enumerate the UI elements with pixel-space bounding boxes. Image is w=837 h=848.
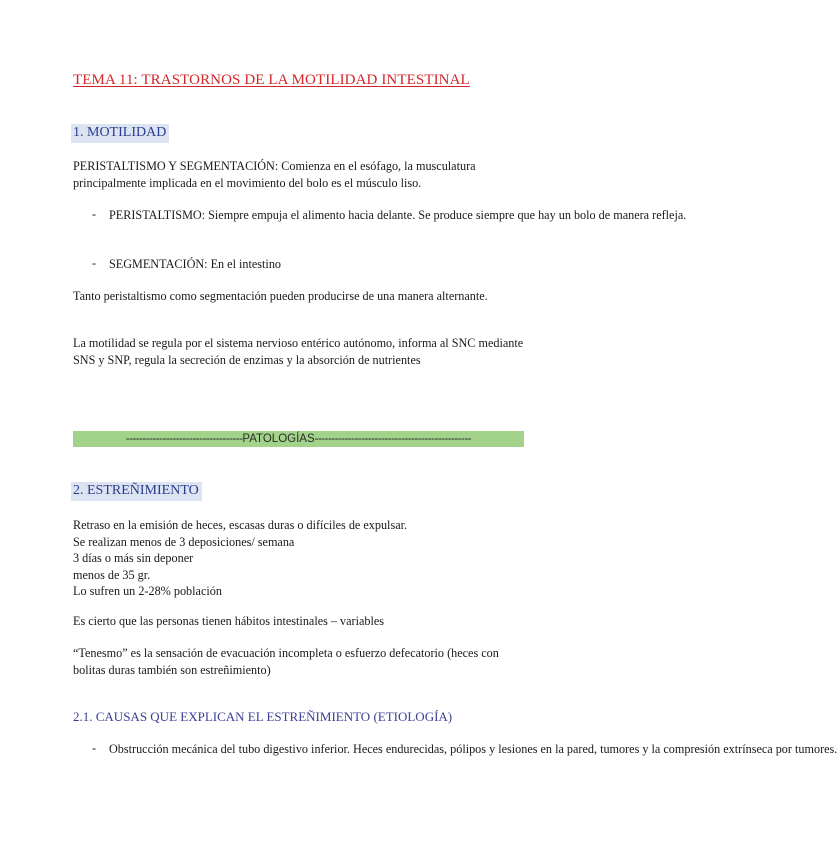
- bullet-dash: -: [92, 256, 97, 270]
- section-heading-estrenimiento: 2. ESTREÑIMIENTO: [71, 482, 202, 501]
- paragraph-tenesmo: “Tenesmo” es la sensación de evacuación incompleta o esfuerzo defecatorio (heces con bolitas duras también son estreñimiento): [73, 646, 499, 677]
- bullet-text-obstruccion: Obstrucción mecánica del tubo digestivo inferior. Heces endurecidas, pólipos y lesiones en la pared, tumores y la compresión extrínseca por tumores.: [109, 742, 837, 756]
- paragraph-habitos: Es cierto que las personas tienen hábitos intestinales – variables: [73, 614, 385, 628]
- definition-line: 3 días o más sin deponer: [73, 551, 194, 565]
- bullet-dash: -: [92, 207, 97, 221]
- subsection-heading-causas: 2.1. CAUSAS QUE EXPLICAN EL ESTREÑIMIENTO (ETIOLOGÍA): [73, 709, 453, 724]
- definition-line: menos de 35 gr.: [73, 567, 151, 582]
- patologias-divider: [73, 431, 524, 447]
- definition-line: Retraso en la emisión de heces, escasas duras o difíciles de expulsar.: [73, 518, 408, 532]
- divider-dashes-left: -----------------------------------: [125, 433, 243, 445]
- section-heading-motilidad: 1. MOTILIDAD: [71, 124, 169, 143]
- divider-label: PATOLOGÍAS: [242, 433, 315, 445]
- definition-line: Lo sufren un 2-28% población: [73, 584, 222, 598]
- document-title: TEMA 11: TRASTORNOS DE LA MOTILIDAD INTESTINAL: [73, 72, 470, 88]
- definition-line: Se realizan menos de 3 deposiciones/ semana: [73, 534, 295, 549]
- bullet-dash: -: [92, 741, 97, 755]
- divider-dashes-right: -----------------------------------------------: [314, 433, 472, 445]
- bullet-text-peristaltismo: PERISTALTISMO: Siempre empuja el alimento hacia delante. Se produce siempre que hay un bolo de manera refleja.: [109, 208, 687, 222]
- paragraph-peristaltismo-segmentacion: PERISTALTISMO Y SEGMENTACIÓN: Comienza en el esófago, la musculatura principalmente implicada en el movimiento del bolo es el músculo liso.: [73, 159, 476, 190]
- paragraph-regulacion: La motilidad se regula por el sistema nervioso entérico autónomo, informa al SNC mediante SNS y SNP, regula la secreción de enzimas y la absorción de nutrientes: [73, 336, 524, 367]
- definition-lines: [73, 517, 528, 600]
- paragraph-alternante: Tanto peristaltismo como segmentación pueden producirse de una manera alternante.: [73, 289, 488, 303]
- bullet-text-segmentacion: SEGMENTACIÓN: En el intestino: [109, 257, 282, 271]
